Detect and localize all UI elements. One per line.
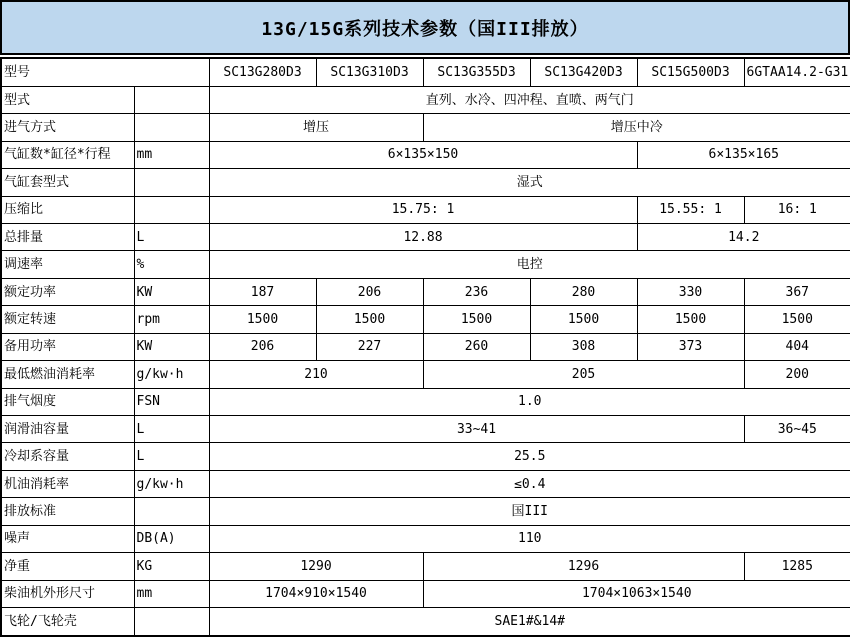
row-label: 排放标准	[1, 498, 134, 525]
value-cell: 1296	[423, 553, 744, 580]
value-cell: 404	[744, 333, 850, 360]
table-row-noise	[1, 525, 850, 552]
value-cell: 6×135×150	[209, 141, 637, 168]
row-unit	[134, 607, 209, 636]
row-unit: mm	[134, 141, 209, 168]
value-cell: 36~45	[744, 415, 850, 442]
value-cell: 1500	[744, 306, 850, 333]
table-row-flywheel	[1, 607, 850, 636]
table-row-governing	[1, 251, 850, 278]
table-row-model	[1, 58, 850, 86]
row-label: 最低燃油消耗率	[1, 361, 134, 388]
table-row-emission-standard	[1, 498, 850, 525]
value-cell: 206	[209, 333, 316, 360]
row-label: 噪声	[1, 525, 134, 552]
row-unit	[134, 196, 209, 223]
table-row-rated-power	[1, 278, 850, 305]
value-cell: 1500	[530, 306, 637, 333]
table-row-coolant-capacity	[1, 443, 850, 470]
table-row-bore-stroke	[1, 141, 850, 168]
row-label: 额定功率	[1, 278, 134, 305]
value-cell: 1290	[209, 553, 423, 580]
value-cell: 6GTAA14.2-G31	[744, 58, 850, 86]
row-unit	[134, 498, 209, 525]
row-label: 压缩比	[1, 196, 134, 223]
row-unit: rpm	[134, 306, 209, 333]
value-cell: 373	[637, 333, 744, 360]
row-label: 型号	[1, 58, 209, 86]
value-cell: 308	[530, 333, 637, 360]
row-unit: DB(A)	[134, 525, 209, 552]
value-cell: 1500	[316, 306, 423, 333]
table-row-dimensions	[1, 580, 850, 607]
row-unit: %	[134, 251, 209, 278]
value-cell: 1500	[423, 306, 530, 333]
value-cell: 236	[423, 278, 530, 305]
row-label: 机油消耗率	[1, 470, 134, 497]
value-cell: 电控	[209, 251, 850, 278]
value-cell: 6×135×165	[637, 141, 850, 168]
value-cell: 1500	[637, 306, 744, 333]
value-cell: 增压	[209, 114, 423, 141]
table-row-displacement	[1, 224, 850, 251]
row-label: 备用功率	[1, 333, 134, 360]
row-unit: L	[134, 224, 209, 251]
value-cell: 直列、水冷、四冲程、直喷、两气门	[209, 86, 850, 113]
table-row-intake	[1, 114, 850, 141]
value-cell: 206	[316, 278, 423, 305]
table-row-lube-oil-capacity	[1, 415, 850, 442]
value-cell: 110	[209, 525, 850, 552]
value-cell: 330	[637, 278, 744, 305]
value-cell: SC13G310D3	[316, 58, 423, 86]
value-cell: 16: 1	[744, 196, 850, 223]
value-cell: 33~41	[209, 415, 744, 442]
value-cell: 227	[316, 333, 423, 360]
value-cell: 湿式	[209, 169, 850, 196]
value-cell: 205	[423, 361, 744, 388]
table-row-type	[1, 86, 850, 113]
row-unit: mm	[134, 580, 209, 607]
value-cell: 260	[423, 333, 530, 360]
table-row-oil-consumption	[1, 470, 850, 497]
table-title: 13G/15G系列技术参数（国III排放）	[0, 0, 850, 55]
value-cell: 1.0	[209, 388, 850, 415]
table-row-liner	[1, 169, 850, 196]
row-unit: KW	[134, 278, 209, 305]
row-unit: g/kw·h	[134, 470, 209, 497]
row-label: 总排量	[1, 224, 134, 251]
table-row-standby-power	[1, 333, 850, 360]
row-unit: L	[134, 415, 209, 442]
row-label: 气缸数*缸径*行程	[1, 141, 134, 168]
row-unit: L	[134, 443, 209, 470]
value-cell: SC13G355D3	[423, 58, 530, 86]
value-cell: 280	[530, 278, 637, 305]
table-row-smoke	[1, 388, 850, 415]
value-cell: 15.55: 1	[637, 196, 744, 223]
value-cell: 200	[744, 361, 850, 388]
row-label: 气缸套型式	[1, 169, 134, 196]
row-unit	[134, 169, 209, 196]
value-cell: 15.75: 1	[209, 196, 637, 223]
table-row-net-weight	[1, 553, 850, 580]
value-cell: SC13G420D3	[530, 58, 637, 86]
value-cell: 国III	[209, 498, 850, 525]
row-unit: g/kw·h	[134, 361, 209, 388]
value-cell: SAE1#&14#	[209, 607, 850, 636]
row-label: 冷却系容量	[1, 443, 134, 470]
table-row-rated-speed	[1, 306, 850, 333]
value-cell: 14.2	[637, 224, 850, 251]
row-label: 额定转速	[1, 306, 134, 333]
value-cell: 增压中冷	[423, 114, 850, 141]
value-cell: SC15G500D3	[637, 58, 744, 86]
row-label: 润滑油容量	[1, 415, 134, 442]
value-cell: ≤0.4	[209, 470, 850, 497]
row-unit: KW	[134, 333, 209, 360]
value-cell: 1704×1063×1540	[423, 580, 850, 607]
row-label: 飞轮/飞轮壳	[1, 607, 134, 636]
row-label: 进气方式	[1, 114, 134, 141]
value-cell: 25.5	[209, 443, 850, 470]
row-unit: FSN	[134, 388, 209, 415]
table-row-compression	[1, 196, 850, 223]
value-cell: 367	[744, 278, 850, 305]
row-label: 柴油机外形尺寸	[1, 580, 134, 607]
value-cell: 1704×910×1540	[209, 580, 423, 607]
value-cell: SC13G280D3	[209, 58, 316, 86]
spec-table	[0, 57, 850, 637]
row-label: 调速率	[1, 251, 134, 278]
value-cell: 12.88	[209, 224, 637, 251]
value-cell: 210	[209, 361, 423, 388]
table-row-min-fuel-consumption	[1, 361, 850, 388]
row-unit	[134, 114, 209, 141]
row-unit: KG	[134, 553, 209, 580]
row-label: 净重	[1, 553, 134, 580]
value-cell: 187	[209, 278, 316, 305]
row-unit	[134, 86, 209, 113]
row-label: 型式	[1, 86, 134, 113]
value-cell: 1285	[744, 553, 850, 580]
value-cell: 1500	[209, 306, 316, 333]
row-label: 排气烟度	[1, 388, 134, 415]
